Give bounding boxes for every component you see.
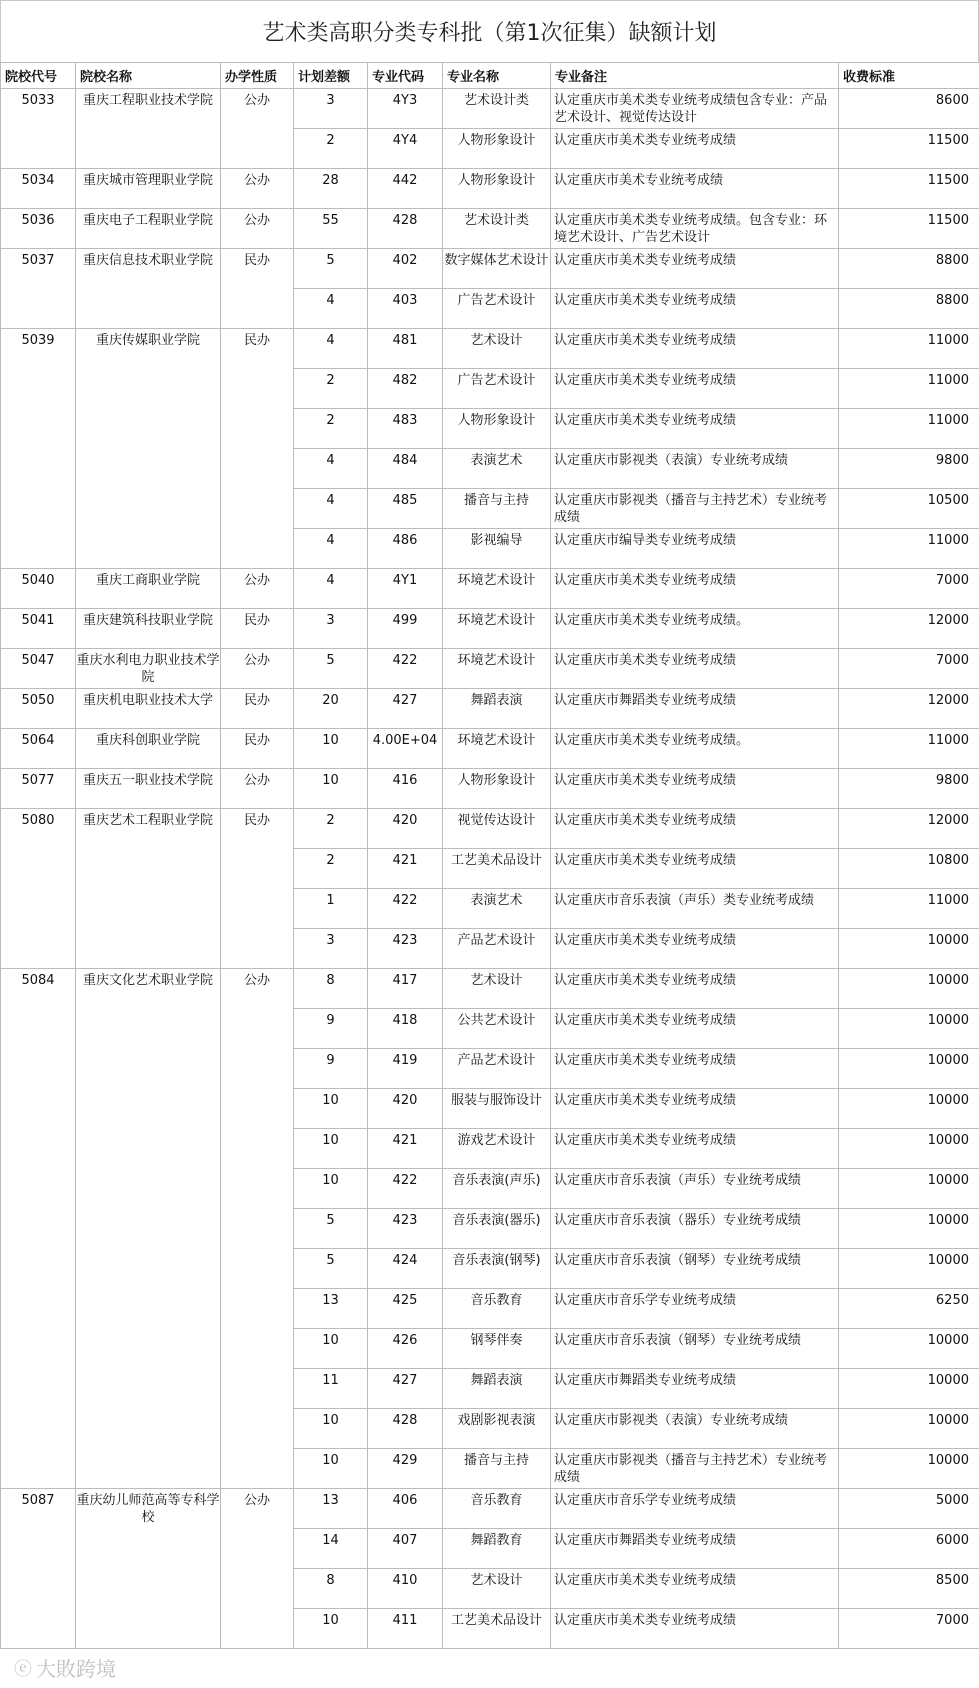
column-header: 专业名称 (443, 63, 551, 89)
fee-cell: 12000 (839, 809, 979, 849)
table-row (1, 249, 979, 289)
table-header-row (1, 63, 979, 89)
major-name-cell: 影视编导 (443, 529, 551, 569)
school-code-cell: 5064 (1, 729, 76, 769)
fee-cell: 10000 (839, 1449, 979, 1489)
major-name-cell: 服装与服饰设计 (443, 1089, 551, 1129)
major-note-cell: 认定重庆市美术类专业统考成绩 (551, 649, 839, 689)
major-note-cell: 认定重庆市美术类专业统考成绩。 (551, 729, 839, 769)
school-type-cell: 公办 (221, 769, 294, 809)
weibo-logo-icon: ⓔ (14, 1658, 32, 1680)
plan-gap-cell: 8 (294, 969, 368, 1009)
fee-cell: 11000 (839, 889, 979, 929)
major-code-cell: 410 (368, 1569, 443, 1609)
major-note-cell: 认定重庆市美术类专业统考成绩 (551, 1129, 839, 1169)
major-code-cell: 425 (368, 1289, 443, 1329)
school-code-cell: 5050 (1, 689, 76, 729)
major-note-cell: 认定重庆市美术类专业统考成绩 (551, 1049, 839, 1089)
school-name-cell: 重庆建筑科技职业学院 (76, 609, 221, 649)
fee-cell: 10000 (839, 929, 979, 969)
major-name-cell: 环境艺术设计 (443, 729, 551, 769)
major-note-cell: 认定重庆市美术类专业统考成绩 (551, 129, 839, 169)
school-name-cell: 重庆工程职业技术学院 (76, 89, 221, 169)
quota-table (0, 62, 979, 1649)
plan-gap-cell: 4 (294, 289, 368, 329)
major-code-cell: 421 (368, 849, 443, 889)
major-name-cell: 人物形象设计 (443, 169, 551, 209)
school-code-cell: 5041 (1, 609, 76, 649)
column-header: 院校代号 (1, 63, 76, 89)
major-note-cell: 认定重庆市美术类专业统考成绩 (551, 769, 839, 809)
major-name-cell: 音乐表演(器乐) (443, 1209, 551, 1249)
plan-gap-cell: 4 (294, 449, 368, 489)
plan-gap-cell: 4 (294, 569, 368, 609)
school-name-cell: 重庆水利电力职业技术学院 (76, 649, 221, 689)
major-note-cell: 认定重庆市美术类专业统考成绩 (551, 969, 839, 1009)
school-type-cell: 公办 (221, 969, 294, 1489)
fee-cell: 11000 (839, 409, 979, 449)
plan-gap-cell: 3 (294, 89, 368, 129)
school-name-cell: 重庆幼儿师范高等专科学校 (76, 1489, 221, 1649)
school-code-cell: 5039 (1, 329, 76, 569)
major-code-cell: 484 (368, 449, 443, 489)
major-note-cell: 认定重庆市音乐表演（器乐）专业统考成绩 (551, 1209, 839, 1249)
plan-gap-cell: 5 (294, 249, 368, 289)
major-note-cell: 认定重庆市美术类专业统考成绩 (551, 1009, 839, 1049)
major-code-cell: 429 (368, 1449, 443, 1489)
school-code-cell: 5040 (1, 569, 76, 609)
fee-cell: 11500 (839, 209, 979, 249)
plan-gap-cell: 4 (294, 329, 368, 369)
table-row (1, 209, 979, 249)
fee-cell: 8600 (839, 89, 979, 129)
fee-cell: 7000 (839, 649, 979, 689)
major-note-cell: 认定重庆市美术类专业统考成绩 (551, 1609, 839, 1649)
table-row (1, 809, 979, 849)
major-code-cell: 482 (368, 369, 443, 409)
major-code-cell: 424 (368, 1249, 443, 1289)
table-body (1, 89, 979, 1649)
major-name-cell: 广告艺术设计 (443, 369, 551, 409)
major-code-cell: 416 (368, 769, 443, 809)
fee-cell: 10000 (839, 1009, 979, 1049)
column-header: 收费标准 (839, 63, 979, 89)
fee-cell: 8500 (839, 1569, 979, 1609)
major-note-cell: 认定重庆市音乐表演（钢琴）专业统考成绩 (551, 1249, 839, 1289)
fee-cell: 10000 (839, 1249, 979, 1289)
fee-cell: 11500 (839, 129, 979, 169)
school-type-cell: 公办 (221, 169, 294, 209)
major-name-cell: 工艺美术品设计 (443, 849, 551, 889)
major-note-cell: 认定重庆市影视类（播音与主持艺术）专业统考成绩 (551, 489, 839, 529)
major-code-cell: 499 (368, 609, 443, 649)
school-type-cell: 民办 (221, 609, 294, 649)
major-note-cell: 认定重庆市音乐表演（声乐）专业统考成绩 (551, 1169, 839, 1209)
plan-gap-cell: 10 (294, 1609, 368, 1649)
major-name-cell: 舞蹈教育 (443, 1529, 551, 1569)
plan-gap-cell: 10 (294, 729, 368, 769)
major-name-cell: 音乐教育 (443, 1289, 551, 1329)
major-name-cell: 人物形象设计 (443, 769, 551, 809)
major-code-cell: 420 (368, 809, 443, 849)
plan-gap-cell: 2 (294, 369, 368, 409)
plan-gap-cell: 2 (294, 809, 368, 849)
plan-gap-cell: 3 (294, 609, 368, 649)
watermark-text: 大敗跨境 (36, 1657, 116, 1681)
school-type-cell: 公办 (221, 569, 294, 609)
major-code-cell: 423 (368, 929, 443, 969)
major-note-cell: 认定重庆市音乐学专业统考成绩 (551, 1489, 839, 1529)
school-name-cell: 重庆艺术工程职业学院 (76, 809, 221, 969)
major-note-cell: 认定重庆市美术类专业统考成绩 (551, 369, 839, 409)
major-name-cell: 艺术设计 (443, 329, 551, 369)
school-type-cell: 民办 (221, 809, 294, 969)
fee-cell: 10000 (839, 969, 979, 1009)
school-code-cell: 5047 (1, 649, 76, 689)
major-code-cell: 422 (368, 889, 443, 929)
fee-cell: 8800 (839, 249, 979, 289)
page-title: 艺术类高职分类专科批（第1次征集）缺额计划 (0, 0, 979, 63)
school-name-cell: 重庆文化艺术职业学院 (76, 969, 221, 1489)
fee-cell: 11000 (839, 369, 979, 409)
fee-cell: 11000 (839, 329, 979, 369)
major-note-cell: 认定重庆市音乐学专业统考成绩 (551, 1289, 839, 1329)
school-type-cell: 民办 (221, 249, 294, 329)
major-code-cell: 483 (368, 409, 443, 449)
major-note-cell: 认定重庆市美术类专业统考成绩 (551, 329, 839, 369)
major-name-cell: 音乐教育 (443, 1489, 551, 1529)
major-code-cell: 4Y1 (368, 569, 443, 609)
table-row (1, 1489, 979, 1529)
major-note-cell: 认定重庆市美术类专业统考成绩 (551, 849, 839, 889)
school-name-cell: 重庆工商职业学院 (76, 569, 221, 609)
major-code-cell: 403 (368, 289, 443, 329)
plan-gap-cell: 11 (294, 1369, 368, 1409)
plan-gap-cell: 5 (294, 1209, 368, 1249)
fee-cell: 6250 (839, 1289, 979, 1329)
school-code-cell: 5084 (1, 969, 76, 1489)
column-header: 专业代码 (368, 63, 443, 89)
major-code-cell: 481 (368, 329, 443, 369)
major-note-cell: 认定重庆市音乐表演（声乐）类专业统考成绩 (551, 889, 839, 929)
plan-gap-cell: 5 (294, 1249, 368, 1289)
table-row (1, 649, 979, 689)
table-row (1, 769, 979, 809)
major-note-cell: 认定重庆市美术类专业统考成绩 (551, 569, 839, 609)
fee-cell: 8800 (839, 289, 979, 329)
plan-gap-cell: 4 (294, 489, 368, 529)
major-name-cell: 艺术设计类 (443, 89, 551, 129)
major-code-cell: 428 (368, 1409, 443, 1449)
plan-gap-cell: 1 (294, 889, 368, 929)
school-code-cell: 5034 (1, 169, 76, 209)
plan-gap-cell: 3 (294, 929, 368, 969)
major-name-cell: 舞蹈表演 (443, 1369, 551, 1409)
plan-gap-cell: 13 (294, 1289, 368, 1329)
plan-gap-cell: 20 (294, 689, 368, 729)
major-code-cell: 411 (368, 1609, 443, 1649)
major-code-cell: 420 (368, 1089, 443, 1129)
major-name-cell: 工艺美术品设计 (443, 1609, 551, 1649)
major-code-cell: 485 (368, 489, 443, 529)
major-code-cell: 423 (368, 1209, 443, 1249)
column-header: 院校名称 (76, 63, 221, 89)
plan-gap-cell: 10 (294, 1449, 368, 1489)
plan-gap-cell: 10 (294, 1129, 368, 1169)
major-note-cell: 认定重庆市美术类专业统考成绩 (551, 1089, 839, 1129)
fee-cell: 10000 (839, 1129, 979, 1169)
major-code-cell: 421 (368, 1129, 443, 1169)
school-type-cell: 民办 (221, 329, 294, 569)
major-name-cell: 视觉传达设计 (443, 809, 551, 849)
major-code-cell: 428 (368, 209, 443, 249)
major-name-cell: 游戏艺术设计 (443, 1129, 551, 1169)
major-code-cell: 486 (368, 529, 443, 569)
major-name-cell: 表演艺术 (443, 449, 551, 489)
fee-cell: 9800 (839, 449, 979, 489)
fee-cell: 10800 (839, 849, 979, 889)
plan-gap-cell: 55 (294, 209, 368, 249)
major-name-cell: 环境艺术设计 (443, 609, 551, 649)
major-note-cell: 认定重庆市舞蹈类专业统考成绩 (551, 1369, 839, 1409)
fee-cell: 10000 (839, 1169, 979, 1209)
plan-gap-cell: 2 (294, 129, 368, 169)
major-note-cell: 认定重庆市影视类（表演）专业统考成绩 (551, 449, 839, 489)
fee-cell: 6000 (839, 1529, 979, 1569)
major-name-cell: 艺术设计 (443, 1569, 551, 1609)
column-header: 专业备注 (551, 63, 839, 89)
plan-gap-cell: 10 (294, 1169, 368, 1209)
school-name-cell: 重庆五一职业技术学院 (76, 769, 221, 809)
school-name-cell: 重庆机电职业技术大学 (76, 689, 221, 729)
major-code-cell: 427 (368, 689, 443, 729)
school-code-cell: 5080 (1, 809, 76, 969)
major-name-cell: 播音与主持 (443, 1449, 551, 1489)
table-row (1, 609, 979, 649)
major-note-cell: 认定重庆市美术类专业统考成绩 (551, 249, 839, 289)
plan-gap-cell: 13 (294, 1489, 368, 1529)
plan-gap-cell: 4 (294, 529, 368, 569)
major-code-cell: 4Y3 (368, 89, 443, 129)
school-code-cell: 5087 (1, 1489, 76, 1649)
fee-cell: 12000 (839, 609, 979, 649)
plan-gap-cell: 10 (294, 1089, 368, 1129)
major-note-cell: 认定重庆市美术类专业统考成绩 (551, 289, 839, 329)
plan-gap-cell: 2 (294, 409, 368, 449)
column-header: 计划差额 (294, 63, 368, 89)
major-name-cell: 环境艺术设计 (443, 649, 551, 689)
fee-cell: 11000 (839, 729, 979, 769)
major-name-cell: 播音与主持 (443, 489, 551, 529)
plan-gap-cell: 10 (294, 1409, 368, 1449)
major-note-cell: 认定重庆市美术类专业统考成绩 (551, 1569, 839, 1609)
major-note-cell: 认定重庆市美术类专业统考成绩包含专业：产品艺术设计、视觉传达设计 (551, 89, 839, 129)
major-note-cell: 认定重庆市影视类（表演）专业统考成绩 (551, 1409, 839, 1449)
school-type-cell: 公办 (221, 89, 294, 169)
major-name-cell: 舞蹈表演 (443, 689, 551, 729)
major-note-cell: 认定重庆市美术类专业统考成绩 (551, 409, 839, 449)
major-code-cell: 417 (368, 969, 443, 1009)
school-name-cell: 重庆信息技术职业学院 (76, 249, 221, 329)
school-name-cell: 重庆传媒职业学院 (76, 329, 221, 569)
major-name-cell: 艺术设计类 (443, 209, 551, 249)
fee-cell: 10500 (839, 489, 979, 529)
plan-gap-cell: 10 (294, 1329, 368, 1369)
plan-gap-cell: 5 (294, 649, 368, 689)
fee-cell: 7000 (839, 1609, 979, 1649)
table-row (1, 969, 979, 1009)
major-code-cell: 4.00E+04 (368, 729, 443, 769)
major-name-cell: 表演艺术 (443, 889, 551, 929)
plan-gap-cell: 9 (294, 1009, 368, 1049)
major-name-cell: 产品艺术设计 (443, 1049, 551, 1089)
major-note-cell: 认定重庆市美术专业统考成绩 (551, 169, 839, 209)
school-type-cell: 民办 (221, 689, 294, 729)
watermark (14, 1653, 116, 1682)
major-name-cell: 广告艺术设计 (443, 289, 551, 329)
fee-cell: 5000 (839, 1489, 979, 1529)
table-row (1, 89, 979, 129)
school-type-cell: 公办 (221, 649, 294, 689)
table-row (1, 689, 979, 729)
major-name-cell: 产品艺术设计 (443, 929, 551, 969)
school-name-cell: 重庆电子工程职业学院 (76, 209, 221, 249)
fee-cell: 9800 (839, 769, 979, 809)
major-code-cell: 402 (368, 249, 443, 289)
major-note-cell: 认定重庆市音乐表演（钢琴）专业统考成绩 (551, 1329, 839, 1369)
major-name-cell: 音乐表演(钢琴) (443, 1249, 551, 1289)
major-code-cell: 418 (368, 1009, 443, 1049)
fee-cell: 10000 (839, 1089, 979, 1129)
fee-cell: 10000 (839, 1049, 979, 1089)
plan-gap-cell: 10 (294, 769, 368, 809)
fee-cell: 10000 (839, 1209, 979, 1249)
major-name-cell: 人物形象设计 (443, 129, 551, 169)
major-name-cell: 艺术设计 (443, 969, 551, 1009)
major-name-cell: 环境艺术设计 (443, 569, 551, 609)
fee-cell: 12000 (839, 689, 979, 729)
fee-cell: 7000 (839, 569, 979, 609)
school-type-cell: 公办 (221, 1489, 294, 1649)
major-note-cell: 认定重庆市美术类专业统考成绩 (551, 929, 839, 969)
major-name-cell: 音乐表演(声乐) (443, 1169, 551, 1209)
table-row (1, 729, 979, 769)
school-name-cell: 重庆城市管理职业学院 (76, 169, 221, 209)
plan-gap-cell: 14 (294, 1529, 368, 1569)
major-code-cell: 4Y4 (368, 129, 443, 169)
school-code-cell: 5036 (1, 209, 76, 249)
major-note-cell: 认定重庆市美术类专业统考成绩。包含专业：环境艺术设计、广告艺术设计 (551, 209, 839, 249)
plan-gap-cell: 9 (294, 1049, 368, 1089)
major-name-cell: 公共艺术设计 (443, 1009, 551, 1049)
school-code-cell: 5033 (1, 89, 76, 169)
school-name-cell: 重庆科创职业学院 (76, 729, 221, 769)
major-note-cell: 认定重庆市美术类专业统考成绩 (551, 809, 839, 849)
column-header: 办学性质 (221, 63, 294, 89)
table-row (1, 329, 979, 369)
major-code-cell: 406 (368, 1489, 443, 1529)
table-row (1, 569, 979, 609)
major-name-cell: 钢琴伴奏 (443, 1329, 551, 1369)
major-name-cell: 数字媒体艺术设计 (443, 249, 551, 289)
major-code-cell: 427 (368, 1369, 443, 1409)
school-code-cell: 5077 (1, 769, 76, 809)
major-note-cell: 认定重庆市舞蹈类专业统考成绩 (551, 1529, 839, 1569)
table-row (1, 169, 979, 209)
major-code-cell: 419 (368, 1049, 443, 1089)
fee-cell: 11500 (839, 169, 979, 209)
plan-gap-cell: 2 (294, 849, 368, 889)
fee-cell: 11000 (839, 529, 979, 569)
quota-table-container (0, 62, 979, 1649)
major-note-cell: 认定重庆市影视类（播音与主持艺术）专业统考成绩 (551, 1449, 839, 1489)
major-code-cell: 407 (368, 1529, 443, 1569)
fee-cell: 10000 (839, 1409, 979, 1449)
major-note-cell: 认定重庆市编导类专业统考成绩 (551, 529, 839, 569)
fee-cell: 10000 (839, 1329, 979, 1369)
plan-gap-cell: 28 (294, 169, 368, 209)
major-name-cell: 戏剧影视表演 (443, 1409, 551, 1449)
plan-gap-cell: 8 (294, 1569, 368, 1609)
major-code-cell: 422 (368, 1169, 443, 1209)
school-type-cell: 公办 (221, 209, 294, 249)
school-code-cell: 5037 (1, 249, 76, 329)
major-code-cell: 422 (368, 649, 443, 689)
fee-cell: 10000 (839, 1369, 979, 1409)
major-code-cell: 426 (368, 1329, 443, 1369)
major-note-cell: 认定重庆市舞蹈类专业统考成绩 (551, 689, 839, 729)
major-name-cell: 人物形象设计 (443, 409, 551, 449)
school-type-cell: 民办 (221, 729, 294, 769)
major-note-cell: 认定重庆市美术类专业统考成绩。 (551, 609, 839, 649)
major-code-cell: 442 (368, 169, 443, 209)
